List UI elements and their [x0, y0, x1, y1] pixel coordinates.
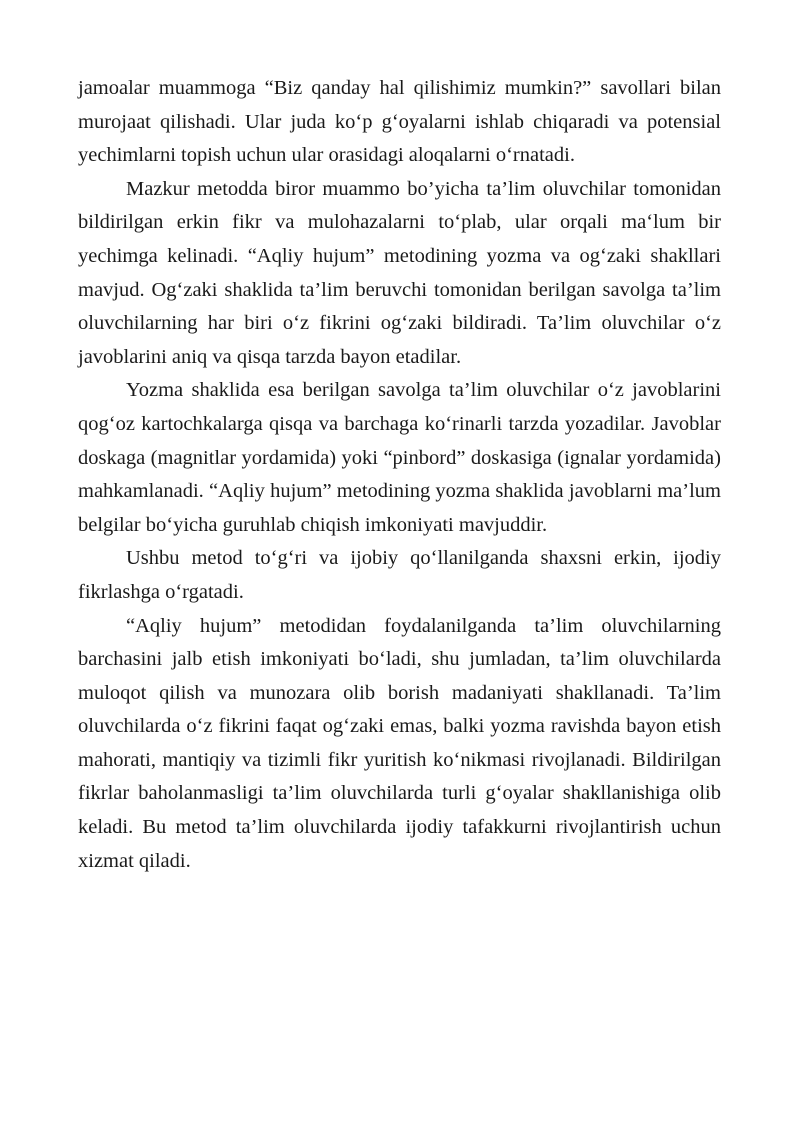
paragraph-method-benefit: Ushbu metod to‘g‘ri va ijobiy qo‘llanilganda shaxsni erkin, ijodiy fikrlashga o‘rgatadi.	[78, 547, 721, 603]
paragraph-method-description: Mazkur metodda biror muammo bo’yicha ta’lim oluvchilar tomonidan bildirilgan erkin fikr va mulohazalarni to‘plab, ular orqali ma‘lum bir yechimga kelinadi. “Aqliy hujum” metodining yozma va og‘zaki shakllari mavjud. Og‘zaki shaklida ta’lim beruvchi tomonidan berilgan savolga ta’lim oluvchilarning har biri o‘z fikrini og‘zaki bildiradi. Ta’lim oluvchilar o‘z javoblarini aniq va qisqa tarzda bayon etadilar.	[78, 177, 721, 368]
paragraph-continuation: jamoalar muammoga “Biz qanday hal qilishimiz mumkin?” savollari bilan murojaat qilishadi. Ular juda ko‘p g‘oyalarni ishlab chiqaradi va potensial yechimlarni topish uchun ular orasidagi aloqalarni o‘rnatadi.	[78, 77, 721, 167]
paragraph-method-outcomes: “Aqliy hujum” metodidan foydalanilganda ta’lim oluvchilarning barchasini jalb etish imkoniyati bo‘ladi, shu jumladan, ta’lim oluvchilarda muloqot qilish va munozara olib borish madaniyati shakllanadi. Ta’lim oluvchilarda o‘z fikrini faqat og‘zaki emas, balki yozma ravishda bayon etish mahorati, mantiqiy va tizimli fikr yuritish ko‘nikmasi rivojlanadi. Bildirilgan fikrlar baholanmasligi ta’lim oluvchilarda turli g‘oyalar shakllanishiga olib keladi. Bu metod ta’lim oluvchilarda ijodiy tafakkurni rivojlantirish uchun xizmat qiladi.	[78, 614, 721, 872]
document-page	[78, 72, 721, 878]
paragraph-written-form: Yozma shaklida esa berilgan savolga ta’lim oluvchilar o‘z javoblarini qog‘oz kartochkalarga qisqa va barchaga ko‘rinarli tarzda yozadilar. Javoblar doskaga (magnitlar yordamida) yoki “pinbord” doskasiga (ignalar yordamida) mahkamlanadi. “Aqliy hujum” metodining yozma shaklida javoblarni ma’lum belgilar bo‘yicha guruhlab chiqish imkoniyati mavjuddir.	[78, 379, 721, 536]
